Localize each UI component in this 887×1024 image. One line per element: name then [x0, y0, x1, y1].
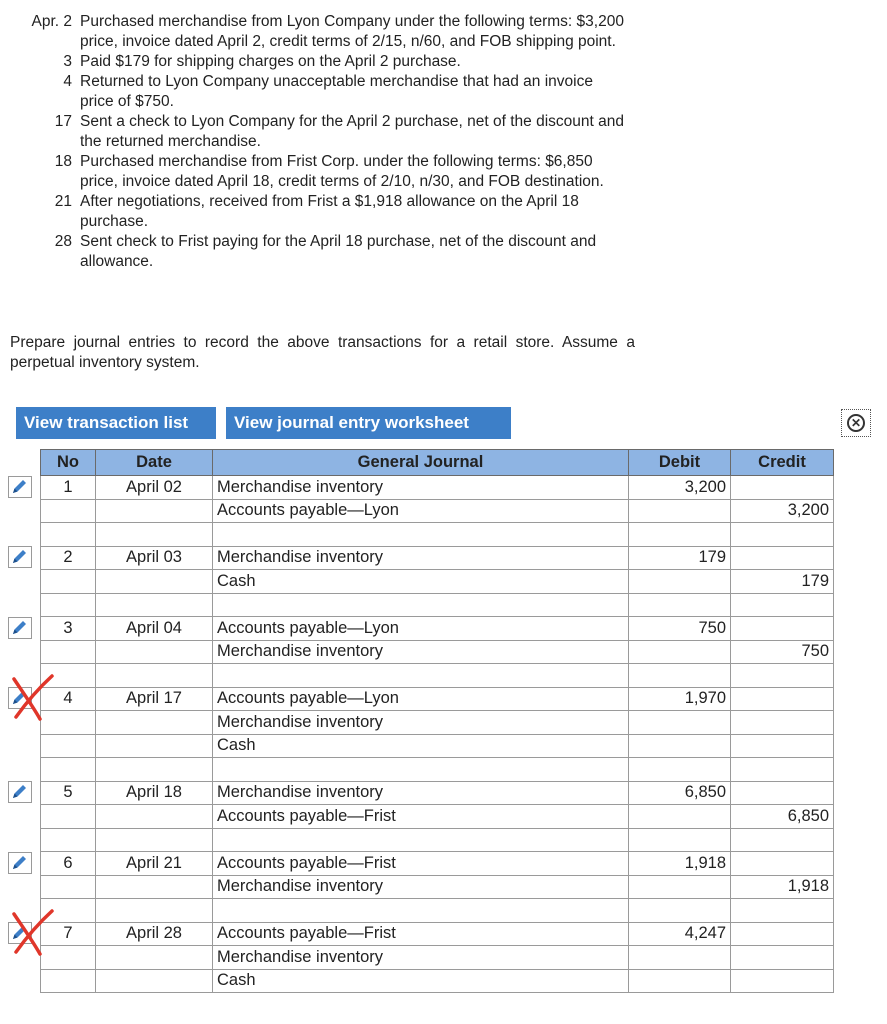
account-title[interactable]: Cash	[213, 734, 629, 758]
transaction-item	[10, 232, 630, 272]
account-title[interactable]	[213, 899, 629, 923]
credit-amount[interactable]: 6,850	[731, 805, 834, 829]
credit-amount[interactable]	[731, 664, 834, 688]
debit-amount[interactable]	[629, 875, 731, 899]
account-title[interactable]: Accounts payable—Frist	[213, 852, 629, 876]
debit-amount[interactable]: 6,850	[629, 781, 731, 805]
account-title[interactable]: Accounts payable—Lyon	[213, 499, 629, 523]
journal-row	[41, 758, 834, 782]
credit-amount[interactable]	[731, 852, 834, 876]
credit-amount[interactable]: 3,200	[731, 499, 834, 523]
debit-amount[interactable]	[629, 758, 731, 782]
transaction-day: 4	[63, 73, 72, 90]
debit-amount[interactable]	[629, 499, 731, 523]
entry-date[interactable]: April 02	[96, 476, 213, 500]
entry-date[interactable]	[96, 523, 213, 547]
view-transaction-list-button[interactable]: View transaction list	[16, 407, 216, 439]
account-title[interactable]	[213, 593, 629, 617]
pencil-icon[interactable]	[8, 546, 32, 568]
entry-date[interactable]: April 04	[96, 617, 213, 641]
debit-amount[interactable]: 1,970	[629, 687, 731, 711]
journal-row	[41, 570, 834, 594]
entry-number[interactable]	[41, 805, 96, 829]
account-title[interactable]: Accounts payable—Frist	[213, 922, 629, 946]
entry-date[interactable]	[96, 899, 213, 923]
close-icon: ✕	[847, 414, 865, 432]
credit-amount[interactable]	[731, 946, 834, 970]
credit-amount[interactable]	[731, 523, 834, 547]
account-title[interactable]: Accounts payable—Lyon	[213, 617, 629, 641]
account-title[interactable]: Merchandise inventory	[213, 476, 629, 500]
credit-amount[interactable]: 750	[731, 640, 834, 664]
credit-amount[interactable]	[731, 476, 834, 500]
general-journal-table	[40, 449, 834, 993]
journal-row	[41, 946, 834, 970]
transaction-text: Sent check to Frist paying for the April 18 purchase, net of the discount and allowance.	[80, 233, 597, 270]
journal-row	[41, 617, 834, 641]
entry-date[interactable]	[96, 758, 213, 782]
credit-amount[interactable]	[731, 781, 834, 805]
debit-amount[interactable]	[629, 946, 731, 970]
account-title[interactable]: Merchandise inventory	[213, 546, 629, 570]
debit-amount[interactable]	[629, 640, 731, 664]
journal-row	[41, 711, 834, 735]
journal-row	[41, 875, 834, 899]
transaction-text: Paid $179 for shipping charges on the April 2 purchase.	[80, 53, 461, 70]
transaction-text: Purchased merchandise from Frist Corp. under the following terms: $6,850 price, invoice dated April 18, credit terms of 2/10, n/30, and FOB destination.	[80, 153, 604, 190]
entry-number[interactable]	[41, 640, 96, 664]
account-title[interactable]: Merchandise inventory	[213, 875, 629, 899]
close-button[interactable]	[841, 409, 871, 437]
entry-date[interactable]	[96, 711, 213, 735]
entry-number[interactable]: 5	[41, 781, 96, 805]
transaction-day: 21	[54, 193, 72, 210]
credit-amount[interactable]	[731, 922, 834, 946]
entry-date[interactable]: April 28	[96, 922, 213, 946]
credit-amount[interactable]	[731, 828, 834, 852]
transaction-item	[10, 72, 630, 112]
transaction-text: Purchased merchandise from Lyon Company under the following terms: $3,200 price, invoice dated April 2, credit terms of 2/15, n/60, and FOB shipping point.	[80, 13, 624, 50]
credit-amount[interactable]	[731, 546, 834, 570]
account-title[interactable]	[213, 758, 629, 782]
header-no: No	[41, 450, 96, 476]
account-title[interactable]: Merchandise inventory	[213, 711, 629, 735]
transaction-item	[10, 152, 630, 192]
debit-amount[interactable]	[629, 828, 731, 852]
pencil-icon[interactable]	[8, 617, 32, 639]
journal-row	[41, 734, 834, 758]
entry-date[interactable]	[96, 640, 213, 664]
transaction-item	[10, 52, 630, 72]
entry-number[interactable]: 2	[41, 546, 96, 570]
journal-row	[41, 687, 834, 711]
debit-amount[interactable]: 750	[629, 617, 731, 641]
transaction-item	[10, 12, 630, 52]
transaction-day: 2	[63, 13, 72, 30]
entry-date[interactable]: April 21	[96, 852, 213, 876]
credit-amount[interactable]	[731, 711, 834, 735]
entry-date[interactable]	[96, 499, 213, 523]
debit-amount[interactable]	[629, 570, 731, 594]
entry-date[interactable]	[96, 969, 213, 993]
journal-row	[41, 852, 834, 876]
transaction-text: Sent a check to Lyon Company for the April 2 purchase, net of the discount and the returned merchandise.	[80, 113, 624, 150]
account-title[interactable]	[213, 523, 629, 547]
debit-amount[interactable]: 3,200	[629, 476, 731, 500]
entry-number[interactable]: 1	[41, 476, 96, 500]
entry-number[interactable]	[41, 969, 96, 993]
debit-amount[interactable]: 1,918	[629, 852, 731, 876]
account-title[interactable]: Cash	[213, 969, 629, 993]
journal-row	[41, 640, 834, 664]
journal-row	[41, 899, 834, 923]
entry-number[interactable]: 6	[41, 852, 96, 876]
credit-amount[interactable]	[731, 899, 834, 923]
journal-row	[41, 969, 834, 993]
entry-number[interactable]: 4	[41, 687, 96, 711]
account-title[interactable]: Merchandise inventory	[213, 946, 629, 970]
journal-row	[41, 476, 834, 500]
instructions: Prepare journal entries to record the above transactions for a retail store. Assume a perpetual inventory system.	[10, 334, 635, 371]
journal-row	[41, 922, 834, 946]
transaction-text: After negotiations, received from Frist a $1,918 allowance on the April 18 purchase.	[80, 193, 579, 230]
debit-amount[interactable]	[629, 593, 731, 617]
debit-amount[interactable]	[629, 805, 731, 829]
pencil-icon[interactable]	[8, 852, 32, 874]
entry-number[interactable]: 7	[41, 922, 96, 946]
account-title[interactable]: Merchandise inventory	[213, 640, 629, 664]
entry-date[interactable]: April 17	[96, 687, 213, 711]
journal-row	[41, 523, 834, 547]
account-title[interactable]: Accounts payable—Lyon	[213, 687, 629, 711]
entry-date[interactable]	[96, 593, 213, 617]
debit-amount[interactable]	[629, 969, 731, 993]
credit-amount[interactable]	[731, 687, 834, 711]
transaction-item	[10, 112, 630, 152]
transaction-text: Returned to Lyon Company unacceptable merchandise that had an invoice price of $750.	[80, 73, 593, 110]
credit-amount[interactable]	[731, 758, 834, 782]
account-title[interactable]	[213, 828, 629, 852]
entry-number[interactable]	[41, 570, 96, 594]
entry-date[interactable]	[96, 875, 213, 899]
credit-amount[interactable]	[731, 593, 834, 617]
entry-date[interactable]: April 03	[96, 546, 213, 570]
problem-statement	[10, 12, 630, 272]
debit-amount[interactable]	[629, 664, 731, 688]
credit-amount[interactable]: 1,918	[731, 875, 834, 899]
entry-date[interactable]	[96, 946, 213, 970]
account-title[interactable]	[213, 664, 629, 688]
debit-amount[interactable]	[629, 899, 731, 923]
journal-row	[41, 546, 834, 570]
entry-date[interactable]	[96, 805, 213, 829]
month-label: Apr.	[31, 13, 60, 30]
entry-number[interactable]: 3	[41, 617, 96, 641]
journal-body	[41, 476, 834, 993]
account-title[interactable]: Cash	[213, 570, 629, 594]
transaction-day: 3	[63, 53, 72, 70]
journal-row	[41, 805, 834, 829]
entry-date[interactable]	[96, 734, 213, 758]
header-credit: Credit	[731, 450, 834, 476]
entry-number[interactable]	[41, 875, 96, 899]
entry-number[interactable]	[41, 828, 96, 852]
transaction-day: 18	[54, 153, 72, 170]
journal-row	[41, 593, 834, 617]
red-x-mark-icon	[10, 673, 56, 723]
entry-number[interactable]	[41, 758, 96, 782]
debit-amount[interactable]	[629, 523, 731, 547]
entry-date[interactable]	[96, 664, 213, 688]
transaction-item	[10, 192, 630, 232]
credit-amount[interactable]	[731, 969, 834, 993]
view-journal-worksheet-button[interactable]: View journal entry worksheet	[226, 407, 511, 439]
credit-amount[interactable]	[731, 617, 834, 641]
account-title[interactable]: Accounts payable—Frist	[213, 805, 629, 829]
debit-amount[interactable]: 4,247	[629, 922, 731, 946]
journal-row	[41, 828, 834, 852]
account-title[interactable]: Merchandise inventory	[213, 781, 629, 805]
header-date: Date	[96, 450, 213, 476]
transaction-day: 28	[54, 233, 72, 250]
header-general-journal: General Journal	[213, 450, 629, 476]
entry-date[interactable]	[96, 828, 213, 852]
entry-number[interactable]	[41, 593, 96, 617]
debit-amount[interactable]: 179	[629, 546, 731, 570]
pencil-icon[interactable]	[8, 476, 32, 498]
entry-number[interactable]	[41, 523, 96, 547]
journal-row	[41, 664, 834, 688]
transaction-day: 17	[54, 113, 72, 130]
journal-header-row	[41, 450, 834, 476]
debit-amount[interactable]	[629, 734, 731, 758]
entry-number[interactable]	[41, 499, 96, 523]
debit-amount[interactable]	[629, 711, 731, 735]
header-debit: Debit	[629, 450, 731, 476]
entry-number[interactable]	[41, 734, 96, 758]
pencil-icon[interactable]	[8, 781, 32, 803]
journal-row	[41, 499, 834, 523]
journal-row	[41, 781, 834, 805]
credit-amount[interactable]: 179	[731, 570, 834, 594]
credit-amount[interactable]	[731, 734, 834, 758]
red-x-mark-icon	[10, 908, 56, 958]
entry-date[interactable]: April 18	[96, 781, 213, 805]
entry-date[interactable]	[96, 570, 213, 594]
